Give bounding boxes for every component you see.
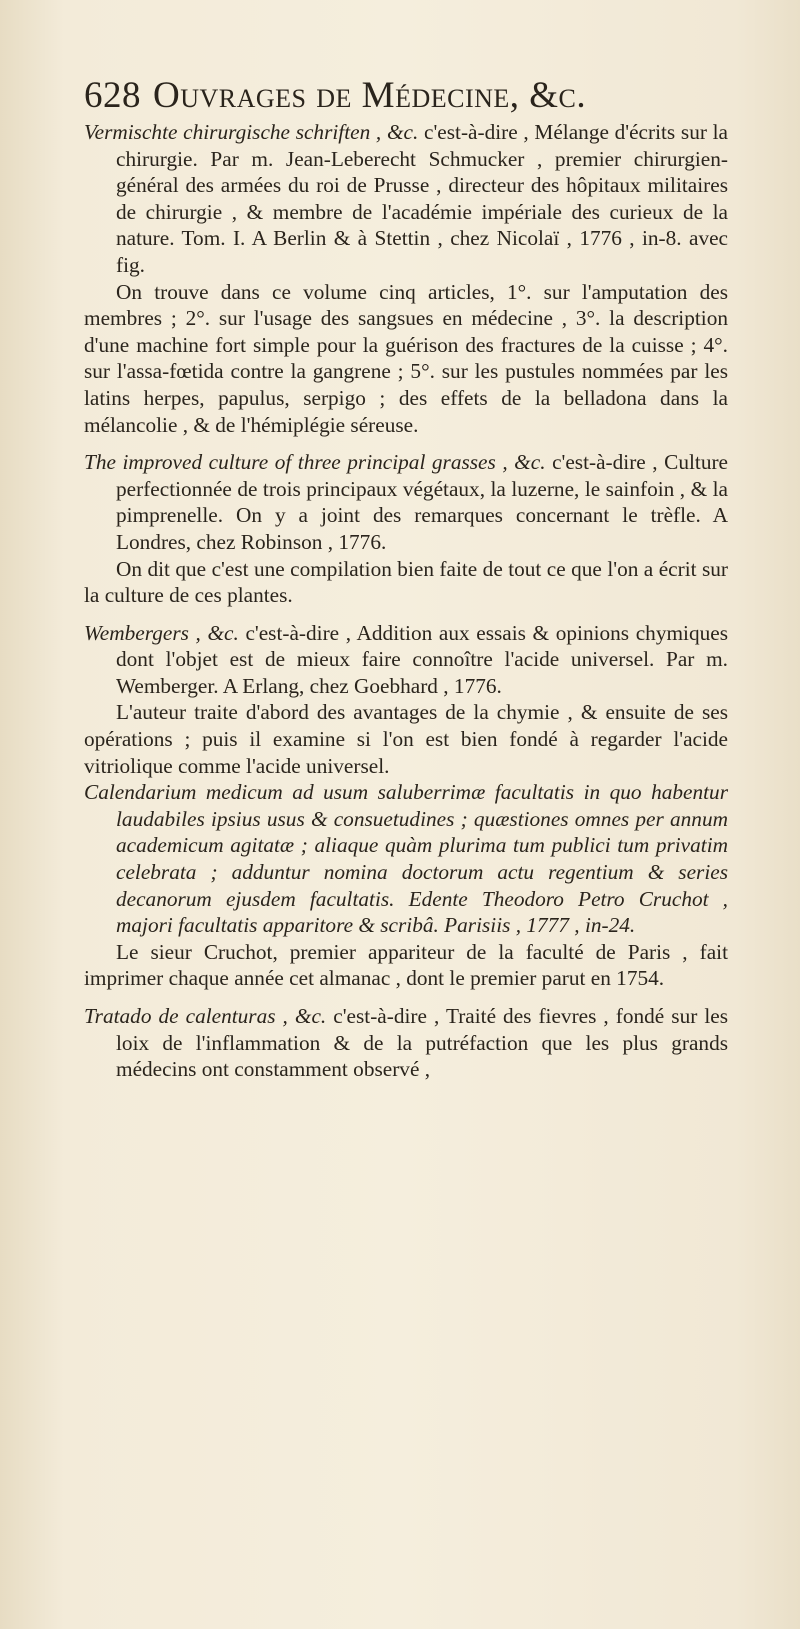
entry-title: The improved culture of three principal grasses , &c. <box>84 450 546 475</box>
entry-wembergers <box>84 620 728 700</box>
page-body <box>84 119 728 1083</box>
entry-description: c'est-à-dire , Mélange d'écrits sur la chirurgie. Par m. Jean-Leberecht Schmucker , premier chirurgien-général des armées du roi de Prusse , directeur des hôpitaux militaires de chirurgie , & membre de l'académie impériale des curieux de la nature. Tom. I. A Berlin & à Stettin , chez Nicolaï , 1776 , in-8. avec fig. <box>116 120 729 277</box>
page-number: 628 <box>84 75 141 116</box>
entry-title: Wembergers , &c. <box>84 620 239 645</box>
entry-title: Vermischte chirurgische schriften , &c. <box>84 120 419 144</box>
entry-vermischte <box>84 119 728 279</box>
entry-description: c'est-à-dire , Traité des fievres , fondé sur les loix de l'inflammation & de la putréfaction que les plus grands médecins ont constamment observé , <box>116 1004 728 1082</box>
page-title: Ouvrages de Médecine, &c. <box>153 75 587 116</box>
entry-title: Tratado de calenturas , &c. <box>84 1004 327 1028</box>
entry-note: Le sieur Cruchot, premier appariteur de la faculté de Paris , fait imprimer chaque année cet almanac , dont le premier parut en 1754. <box>84 939 728 991</box>
entry-title: Calendarium medicum ad usum saluberrimæ facultatis in quo habentur laudabiles ipsius usus & consuetudines ; quæstiones omnes per annum academicum agitatæ ; aliaque quàm plurima tum publici tum privatim celebrata ; adduntur nomina doctorum actu regentium & series decanorum ejusdem facultatis. Edente Theodoro Petro Cruchot , majori facultatis apparitore & scribâ. Parisiis , 1777 , in-24. <box>84 780 728 938</box>
entry-improved-culture <box>84 449 728 555</box>
entry-note: L'auteur traite d'abord des avantages de la chymie , & ensuite de ses opérations ; puis il examine si l'on est bien fondé à regarder l'acide vitriolique comme l'acide universel. <box>84 700 728 778</box>
entry-note: On dit que c'est une compilation bien faite de tout ce que l'on a écrit sur la culture de ces plantes. <box>84 556 728 608</box>
entry-description: c'est-à-dire , Addition aux essais & opinions chymiques dont l'objet est de mieux faire connoître l'acide universel. Par m. Wemberger. A Erlang, chez Goebhard , 1776. <box>116 620 728 698</box>
entry-note: On trouve dans ce volume cinq articles, 1°. sur l'amputation des membres ; 2°. sur l'usage des sangsues en médecine , 3°. la description d'une machine fort simple pour la guérison des fractures de la cuisse ; 4°. sur l'assa-fœtida contre la gangrene ; 5°. sur les pustules nommées par les latins herpes, papulus, serpigo ; des effets de la belladona dans la mélancolie , & de l'hémiplégie séreuse. <box>84 279 728 437</box>
running-header <box>84 74 724 117</box>
entry-tratado <box>84 1003 728 1083</box>
entry-calendarium <box>84 779 728 939</box>
entry-description: c'est-à-dire , Culture perfectionnée de trois principaux végétaux, la luzerne, le sainfoin , & la pimprenelle. On y a joint des remarques concernant le trèfle. A Londres, chez Robinson , 1776. <box>116 450 729 554</box>
